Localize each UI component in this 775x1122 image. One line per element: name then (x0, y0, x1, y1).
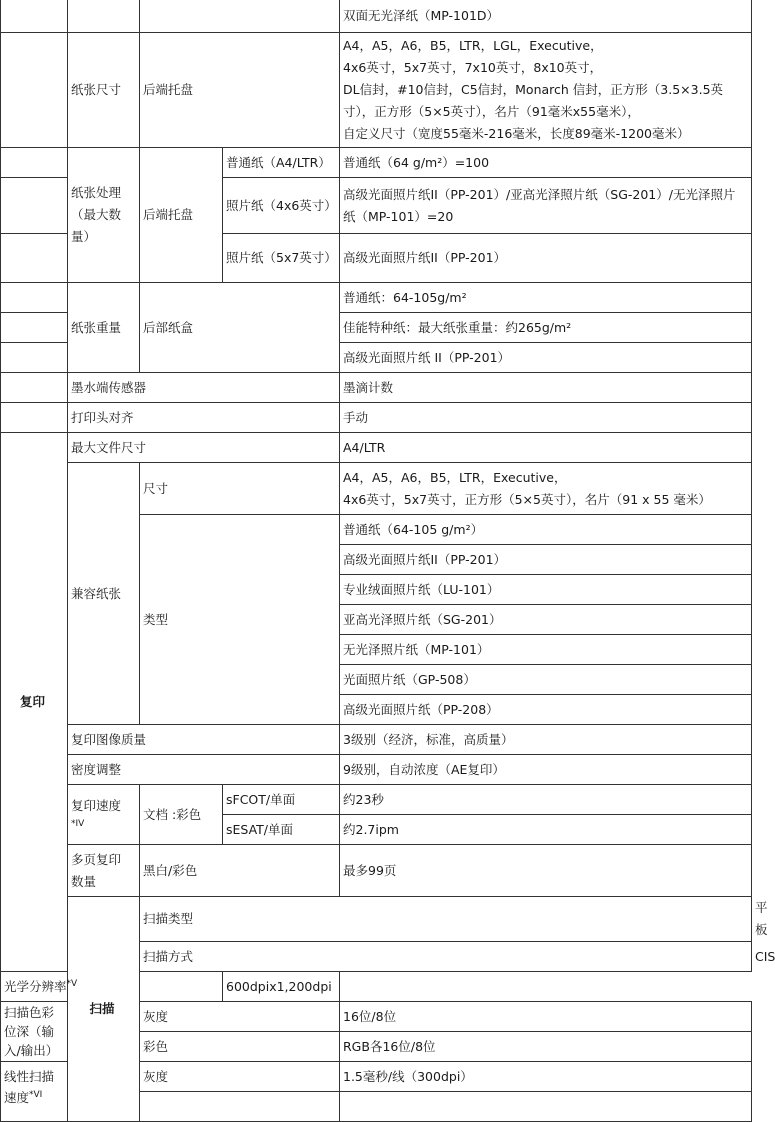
compat-size-line: 4x6英寸，5x7英寸，正方形（5×5英寸），名片（91 x 55 毫米） (343, 491, 711, 507)
depth-mode: 彩色 (140, 1032, 340, 1062)
handling-value: 高级光面照片纸II（PP-201）/亚高光泽照片纸（SG-201）/无光泽照片纸（MP-101）=20 (340, 178, 752, 234)
copy-speed-note: *IV (71, 818, 85, 829)
resolution-value: 600dpix1,200dpi (223, 972, 340, 1002)
scan-section-title: 扫描 (68, 897, 140, 1122)
empty-cell (140, 0, 340, 33)
section-cell (1, 178, 68, 234)
paper-handling-sub: 后端托盘 (140, 148, 223, 283)
paper-size-value (340, 33, 752, 148)
copy-section-title: 复印 (1, 433, 68, 972)
density-label: 密度调整 (68, 755, 340, 785)
compat-size-value (340, 463, 752, 515)
handling-type: 普通纸（A4/LTR） (223, 148, 340, 178)
handling-value: 普通纸（64 g/m²）=100 (340, 148, 752, 178)
max-doc-label: 最大文件尺寸 (68, 433, 340, 463)
compat-type-value: 无光泽照片纸（MP-101） (340, 635, 752, 665)
handling-type: 照片纸（5x7英寸） (223, 234, 340, 283)
multi-copy-value: 最多99页 (340, 845, 752, 897)
ink-sensor-label: 墨水端传感器 (68, 373, 340, 403)
copy-speed-label (68, 785, 140, 845)
max-doc-value: A4/LTR (340, 433, 752, 463)
paper-weight-value: 佳能特种纸：最大纸张重量：约265g/m² (340, 313, 752, 343)
paper-size-label: 纸张尺寸 (68, 33, 140, 148)
line-speed-title2: 速度 (4, 1090, 30, 1105)
line-speed-sub (4, 1087, 61, 1108)
density-value: 9级别，自动浓度（AE复印） (340, 755, 752, 785)
resolution-note: *V (66, 978, 78, 989)
copy-quality-value: 3级别（经济，标准，高质量） (340, 725, 752, 755)
empty-cell (140, 1092, 340, 1122)
compat-type-value: 普通纸（64-105 g/m²） (340, 515, 752, 545)
paper-size-sub: 后端托盘 (140, 33, 340, 148)
resolution-title: 光学分辨率 (4, 978, 67, 994)
handling-type: 照片纸（4x6英寸） (223, 178, 340, 234)
compat-type-label: 类型 (140, 515, 340, 725)
empty-section-cell (1, 0, 68, 33)
copy-speed-sub: 文档 :彩色 (140, 785, 223, 845)
compat-size-label: 尺寸 (140, 463, 340, 515)
depth-value: RGB各16位/8位 (340, 1032, 752, 1062)
paper-size-line: 自定义尺寸（宽度55毫米-216毫米，长度89毫米-1200毫米） (343, 126, 690, 141)
compat-type-value: 光面照片纸（GP-508） (340, 665, 752, 695)
compat-type-value: 高级光面照片纸II（PP-201） (340, 545, 752, 575)
speed-value: 约23秒 (340, 785, 752, 815)
depth-mode: 灰度 (140, 1002, 340, 1032)
depth-value: 16位/8位 (340, 1002, 752, 1032)
section-cell (1, 343, 68, 373)
section-cell (1, 313, 68, 343)
section-cell (1, 373, 68, 403)
line-speed-label (1, 1062, 68, 1122)
compat-type-value: 高级光面照片纸（PP-208） (340, 695, 752, 725)
ink-sensor-value: 墨滴计数 (340, 373, 752, 403)
compat-paper-label: 兼容纸张 (68, 463, 140, 725)
line-speed-note: *VI (29, 1089, 43, 1100)
color-depth-label: 扫描色彩位深（输入/输出） (1, 1002, 68, 1062)
head-align-label: 打印头对齐 (68, 403, 340, 433)
paper-weight-value: 普通纸：64-105g/m² (340, 283, 752, 313)
line-speed-value: 1.5毫秒/线（300dpi） (340, 1062, 752, 1092)
copy-speed-title: 复印速度 (71, 797, 122, 813)
resolution-label (1, 972, 223, 1002)
scan-method-label: 扫描方式 (140, 942, 752, 972)
compat-size-line: A4，A5，A6，B5，LTR，Executive， (343, 469, 567, 485)
spec-table: 双面无光泽纸（MP-101D） 纸张尺寸 后端托盘 A4，A5，A6，B5，LTR，LGL，Executive， 4x6英寸，5x7英寸，7x10英寸，8x10英寸， DL信封，#10信封，C5信封，Monarch 信封，正方形（3.5×3.5英 寸），正方形（5×5英寸），名片（91毫米x55毫米）， 自定义尺寸（宽度55毫米-216毫米，长度89毫米-1200毫米） 纸张处理（最大数量） 后端托盘 普通纸（A4/LTR） 普通纸（64 g/m²）=100 照片纸（4x6英寸） 高级光面照片纸II（PP-201）/亚高光泽照片纸（SG-201）/无光泽照片纸（MP-101）=20 照片纸（5x7英寸） 高级光面照片纸II（PP-201） 纸张重量 后部纸盒 普通纸：64-105g/m² 佳能特种纸：最大纸张重量：约265g/m² 高级光面照片纸 II（PP-201） 墨水端传感器 墨滴计数 打印头对齐 手动 复印 最大文件尺寸 A4/LTR 兼容纸张 尺寸 A4，A5，A6，B5，LTR，Executive， 4x6英寸，5x7英寸，正方形（5×5英寸），名片（91 x 55 毫米） 类型 普通纸（64-105 g/m²） 高级光面照片纸II（PP-201） 专业绒面照片纸（LU-101） 亚高光泽照片纸（SG-201） 无光泽照片纸（MP-101） 光面照片纸（GP-508） 高级光面照片纸（PP-208） 复印图像质量 3级别（经济，标准，高质量） 密度调整 9级别，自动浓度（AE复印） 复印速度 *IV 文档 :彩色 sFCOT/单面 约23秒 sESAT/单面 约2.7ipm 多页复印数量 黑白/彩色 最多99页 扫描 扫描类型 平板 扫描方式 CIS 光学分辨率$^{*V}$ 600dpix1,200dpi 扫描色彩位深（输入/输出） 灰度 16位/8位 彩色 RGB各16位/8位 线性扫描 速度$^{*VI}$ 灰度 1.5毫秒/线（300dpi） (0, 0, 752, 1122)
paper-size-line: DL信封，#10信封，C5信封，Monarch 信封，正方形（3.5×3.5英 (343, 82, 724, 97)
speed-mode: sESAT/单面 (223, 815, 340, 845)
paper-handling-label: 纸张处理（最大数量） (68, 148, 140, 283)
paper-weight-label: 纸张重量 (68, 283, 140, 373)
line-speed-mode: 灰度 (140, 1062, 340, 1092)
speed-value: 约2.7ipm (340, 815, 752, 845)
paper-size-line: A4，A5，A6，B5，LTR，LGL，Executive， (343, 38, 603, 53)
empty-cell (68, 0, 140, 33)
head-align-value: 手动 (340, 403, 752, 433)
paper-weight-sub: 后部纸盒 (140, 283, 340, 373)
multi-copy-label: 多页复印数量 (68, 845, 140, 897)
section-cell (1, 33, 68, 148)
duplex-paper-value: 双面无光泽纸（MP-101D） (340, 0, 752, 33)
speed-mode: sFCOT/单面 (223, 785, 340, 815)
copy-quality-label: 复印图像质量 (68, 725, 340, 755)
scan-type-label: 扫描类型 (140, 897, 752, 942)
line-speed-title: 线性扫描 (4, 1069, 55, 1084)
empty-cell (340, 1092, 752, 1122)
paper-weight-value: 高级光面照片纸 II（PP-201） (340, 343, 752, 373)
section-cell (1, 283, 68, 313)
paper-size-line: 4x6英寸，5x7英寸，7x10英寸，8x10英寸， (343, 60, 603, 75)
section-cell (1, 148, 68, 178)
compat-type-value: 亚高光泽照片纸（SG-201） (340, 605, 752, 635)
paper-size-line: 寸），正方形（5×5英寸），名片（91毫米x55毫米）， (343, 104, 640, 119)
compat-type-value: 专业绒面照片纸（LU-101） (340, 575, 752, 605)
section-cell (1, 234, 68, 283)
multi-copy-sub: 黑白/彩色 (140, 845, 340, 897)
section-cell (1, 403, 68, 433)
handling-value: 高级光面照片纸II（PP-201） (340, 234, 752, 283)
